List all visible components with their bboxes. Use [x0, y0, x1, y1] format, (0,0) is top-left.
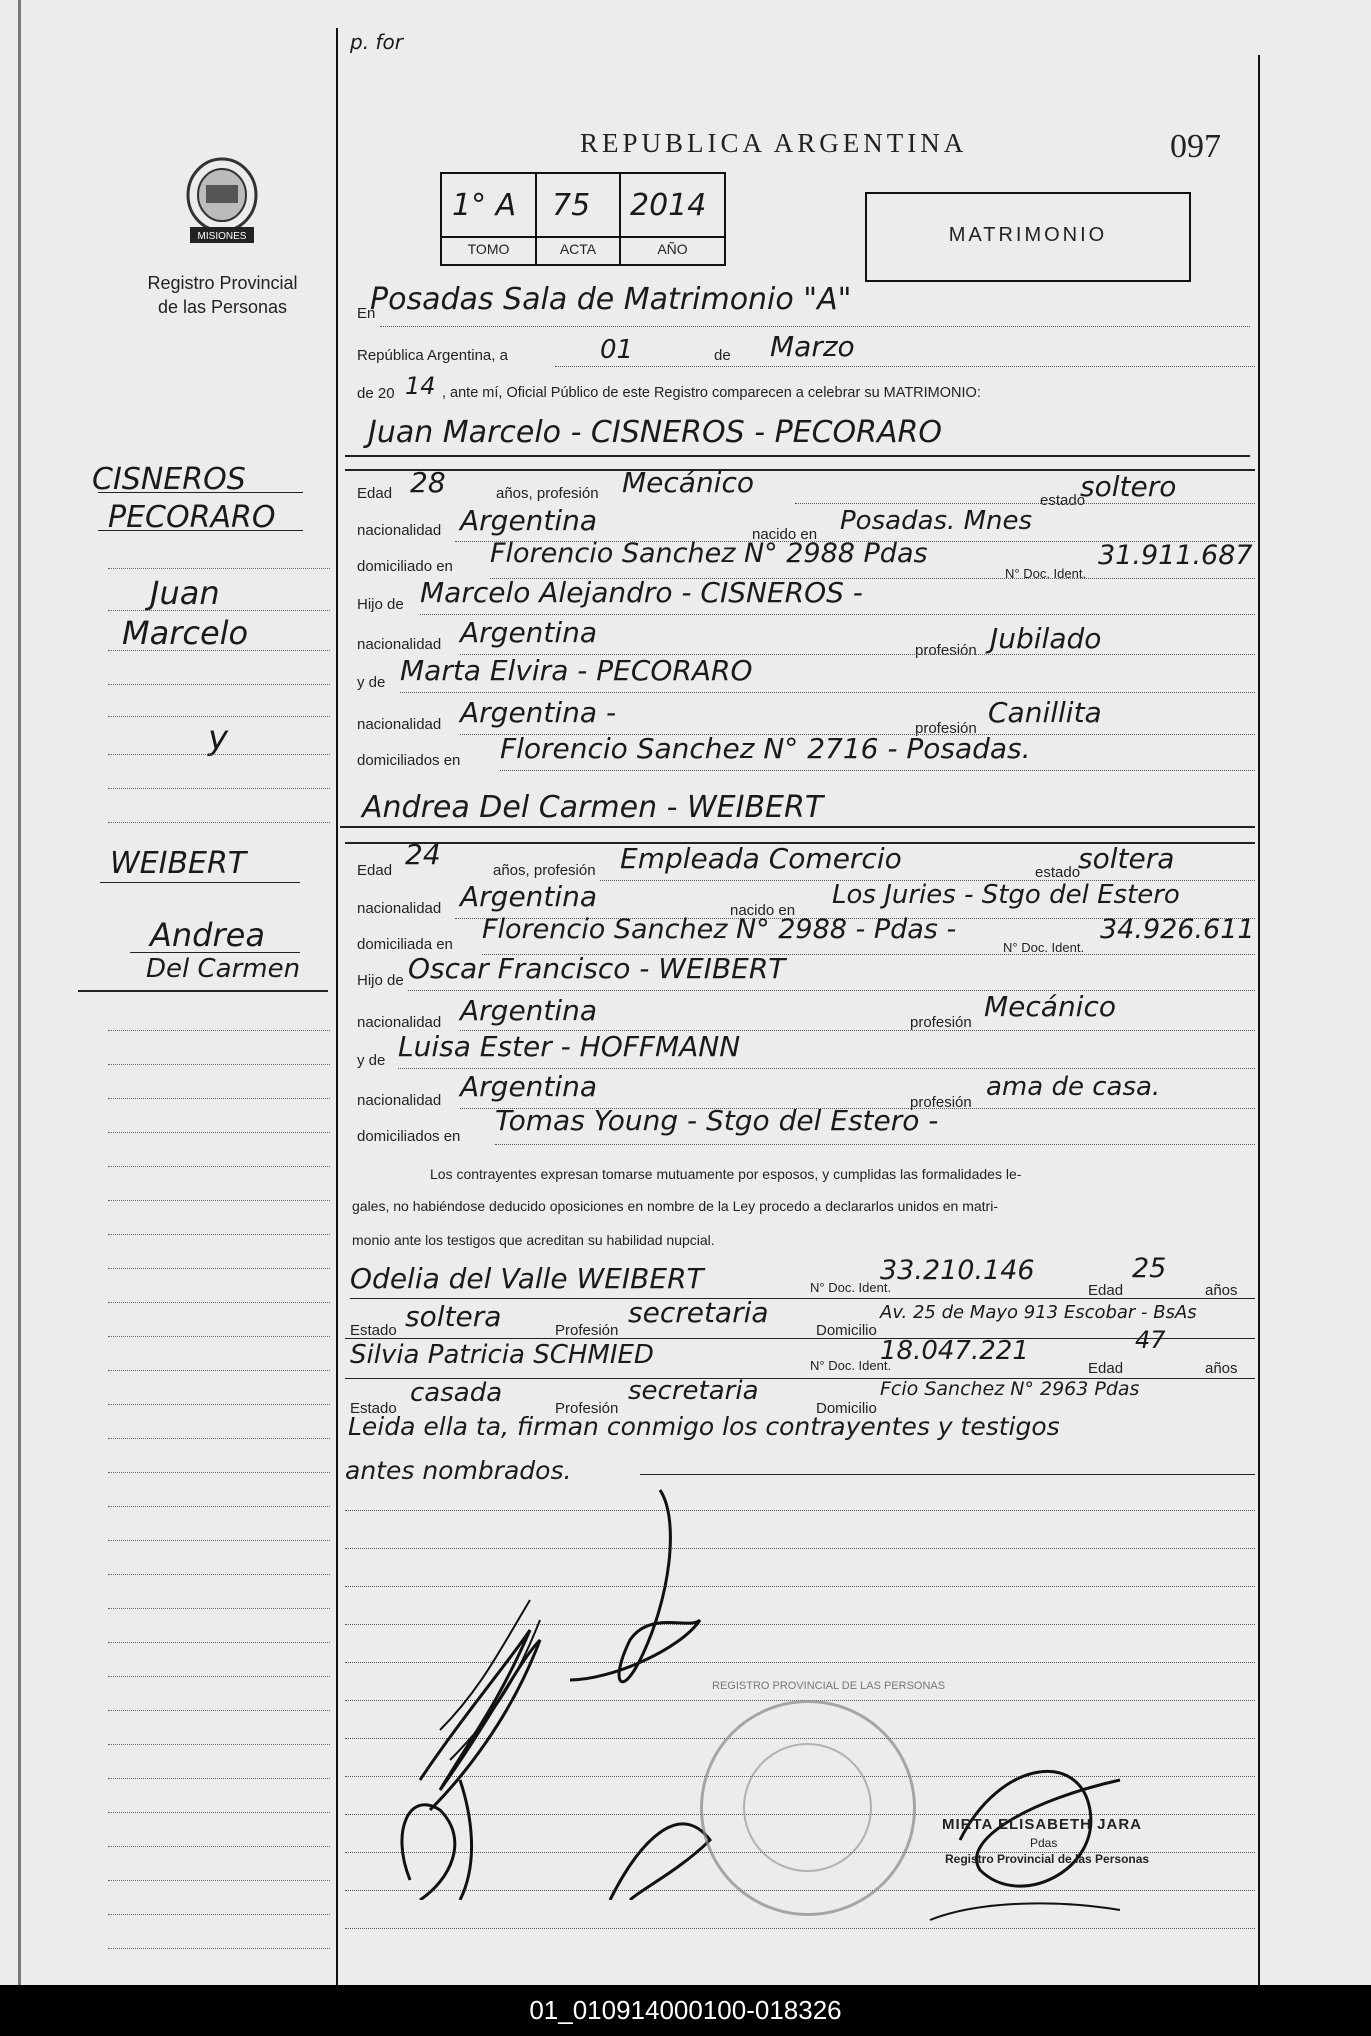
act-type-box [865, 192, 1191, 282]
ruling-line [108, 716, 330, 717]
acta-label: ACTA [559, 241, 597, 257]
bride-nationality: Argentina [460, 880, 598, 913]
margin-y: y [208, 718, 229, 758]
ruling-line [380, 326, 1250, 327]
ruling-line [108, 1370, 330, 1371]
witness2-estado-label: Estado [350, 1400, 397, 1417]
groom-mother-nat-label: nacionalidad [357, 716, 442, 733]
witness1-profession: secretaria [628, 1296, 769, 1329]
witness1-doc: 33.210.146 [880, 1255, 1035, 1286]
witness1-edad-label: Edad [1088, 1282, 1124, 1299]
witness1-anios-label: años [1205, 1282, 1238, 1299]
witness2-anios-label: años [1205, 1360, 1238, 1377]
bride-father-nat-label: nacionalidad [357, 1014, 442, 1031]
groom-mother: Marta Elvira - PECORARO [400, 654, 753, 687]
groom-mother-prof-label: profesión [915, 720, 977, 737]
closing-line2: antes nombrados. [345, 1456, 572, 1485]
groom-nationality: Argentina [460, 504, 598, 537]
ruling-line [398, 1068, 1255, 1069]
groom-status: soltero [1080, 470, 1177, 503]
margin-groom-given1: Juan [150, 574, 220, 612]
tomo-acta-anio-box [440, 172, 726, 266]
official-sub: Pdas [1030, 1836, 1058, 1850]
ruling-line [108, 1030, 330, 1031]
witness2-status: casada [410, 1378, 503, 1408]
month-value: Marzo [770, 330, 855, 363]
witness1-doc-label: N° Doc. Ident. [810, 1280, 892, 1295]
groom-father-nat-label: nacionalidad [357, 636, 442, 653]
bride-doc-label: N° Doc. Ident. [1003, 940, 1085, 955]
official-stamp [700, 1700, 916, 1916]
tomo-value: 1° A [452, 188, 517, 223]
witness1-status: soltera [405, 1300, 502, 1333]
witness2-dom-label: Domicilio [816, 1400, 877, 1417]
bride-profession: Empleada Comercio [620, 842, 902, 875]
margin-bride-given1: Andrea [150, 916, 265, 954]
ruling-line [98, 530, 303, 531]
bride-domiciliada-label: domiciliada en [357, 936, 453, 953]
ruling-line [420, 614, 1255, 615]
bride-father-profession: Mecánico [984, 990, 1116, 1023]
groom-nacido-label: nacido en [752, 526, 818, 543]
bride-nacido-label: nacido en [730, 902, 796, 919]
bride-mother-nat-label: nacionalidad [357, 1092, 442, 1109]
registry-name-line1: Registro Provincial [147, 273, 298, 293]
declaration-line1: Los contrayentes expresan tomarse mutuamente por esposos, y cumplidas las formalidades le- [430, 1166, 1022, 1182]
margin-groom-given2: Marcelo [122, 614, 249, 652]
en-label: En [357, 305, 376, 322]
groom-birthplace: Posadas. Mnes [840, 506, 1033, 536]
ruling-line [108, 1234, 330, 1235]
act-type: MATRIMONIO [948, 224, 1108, 246]
registry-name-line2: de las Personas [157, 297, 288, 317]
groom-edad-label: Edad [357, 485, 393, 502]
ruling-line [108, 1846, 330, 1847]
ruling-line [108, 1574, 330, 1575]
closing-line1: Leida ella ta, firman conmigo los contrayentes y testigos [348, 1412, 1060, 1441]
witness2-name: Silvia Patricia SCHMIED [350, 1340, 654, 1370]
witness2-address: Fcio Sanchez N° 2963 Pdas [880, 1378, 1140, 1400]
ruling-line [408, 990, 1255, 991]
bride-full-name: Andrea Del Carmen - WEIBERT [362, 790, 824, 825]
page-number: 097 [1170, 128, 1221, 165]
groom-father: Marcelo Alejandro - CISNEROS - [420, 576, 863, 609]
province-seal [172, 155, 272, 260]
bride-parents-address: Tomas Young - Stgo del Estero - [495, 1104, 939, 1137]
bride-father: Oscar Francisco - WEIBERT [408, 952, 786, 985]
ruling-line [108, 1268, 330, 1269]
bride-anios-prof-label: años, profesión [493, 862, 596, 879]
ruling-line [108, 1064, 330, 1065]
de-label: de [714, 347, 731, 364]
ruling-line [108, 1948, 330, 1949]
groom-mother-profession: Canillita [988, 696, 1102, 729]
stamp-text: REGISTRO PROVINCIAL DE LAS PERSONAS [712, 1680, 946, 1692]
bride-mother: Luisa Ester - HOFFMANN [398, 1030, 741, 1063]
ruling-line [495, 1144, 1255, 1145]
witness2-age: 47 [1135, 1326, 1166, 1354]
groom-father-prof-label: profesión [915, 642, 977, 659]
seal-text: MISIONES [197, 231, 247, 242]
witness1-age: 25 [1132, 1253, 1167, 1284]
groom-profession: Mecánico [622, 466, 754, 499]
ruling-line [100, 882, 300, 883]
binding-edge [18, 0, 21, 1985]
ruling-line [108, 1472, 330, 1473]
bride-father-prof-label: profesión [910, 1014, 972, 1031]
ruling-line [108, 754, 330, 755]
republica-label: República Argentina, a [357, 347, 508, 364]
ruling-line [345, 1338, 1255, 1339]
groom-domiciliado-label: domiciliado en [357, 558, 453, 575]
ruling-line [340, 826, 1255, 828]
anio-value: 2014 [630, 188, 707, 223]
ruling-line [108, 1540, 330, 1541]
ruling-line [350, 1298, 1255, 1299]
ruling-line [108, 610, 330, 611]
groom-mother-nationality: Argentina - [460, 696, 617, 729]
groom-hijo-label: Hijo de [357, 596, 404, 613]
witness2-profession: secretaria [628, 1376, 759, 1406]
ruling-line [108, 1166, 330, 1167]
groom-anios-prof-label: años, profesión [496, 485, 599, 502]
groom-address: Florencio Sanchez N° 2988 Pdas [490, 538, 928, 569]
ruling-line [108, 1744, 330, 1745]
place-value: Posadas Sala de Matrimonio "A" [370, 282, 852, 317]
bride-mother-profession: ama de casa. [986, 1072, 1161, 1102]
ruling-line [108, 1608, 330, 1609]
bride-mother-nationality: Argentina [460, 1070, 598, 1103]
witness1-prof-label: Profesión [555, 1322, 619, 1339]
intro-statement: , ante mí, Oficial Público de este Registro comparecen a celebrar su MATRIMONIO: [442, 385, 981, 401]
official-title: Registro Provincial de las Personas [945, 1852, 1150, 1866]
bride-father-nationality: Argentina [460, 994, 598, 1027]
ruling-line [400, 692, 1255, 693]
ruling-line [130, 952, 300, 953]
ruling-line [108, 1200, 330, 1201]
groom-father-nationality: Argentina [460, 616, 598, 649]
ruling-line [108, 788, 330, 789]
ruling-line [345, 455, 1250, 457]
country-title: REPUBLICA ARGENTINA [580, 128, 968, 158]
ruling-line [108, 1438, 330, 1439]
bride-hijo-label: Hijo de [357, 972, 404, 989]
bride-birthplace: Los Juries - Stgo del Estero [832, 880, 1180, 910]
margin-groom-surname1: CISNEROS [92, 462, 246, 497]
ruling-line [108, 684, 330, 685]
margin-bride-given2: Del Carmen [146, 954, 301, 984]
ruling-line [78, 990, 328, 992]
ruling-line [108, 1302, 330, 1303]
groom-doc-label: N° Doc. Ident. [1005, 566, 1087, 581]
margin-divider [336, 28, 338, 1985]
ruling-line [108, 1812, 330, 1813]
de20-label: de 20 [357, 385, 395, 402]
witness1-address: Av. 25 de Mayo 913 Escobar - BsAs [880, 1302, 1197, 1323]
ruling-line [108, 1098, 330, 1099]
top-scribble: p. for [350, 30, 403, 54]
groom-full-name: Juan Marcelo - CISNEROS - PECORARO [368, 415, 942, 450]
anio-label: AÑO [657, 241, 688, 257]
ruling-line [108, 1710, 330, 1711]
bride-estado-label: estado [1035, 864, 1081, 881]
declaration-line3: monio ante los testigos que acreditan su habilidad nupcial. [352, 1232, 715, 1248]
bride-address: Florencio Sanchez N° 2988 - Pdas - [482, 914, 957, 945]
witness2-prof-label: Profesión [555, 1400, 619, 1417]
witness1-dom-label: Domicilio [816, 1322, 877, 1339]
ruling-line [98, 492, 303, 493]
bride-domiciliados-label: domiciliados en [357, 1128, 461, 1145]
ruling-line [108, 568, 330, 569]
ruling-line [108, 1506, 330, 1507]
ruling-line [108, 1132, 330, 1133]
ruling-line [108, 1676, 330, 1677]
official-name: MIRTA ELISABETH JARA [942, 1816, 1142, 1833]
witness2-doc: 18.047.221 [880, 1336, 1029, 1366]
groom-nationality-label: nacionalidad [357, 522, 442, 539]
groom-domiciliados-label: domiciliados en [357, 752, 461, 769]
day-value: 01 [600, 335, 634, 365]
year-suffix: 14 [405, 372, 436, 400]
witness2-doc-label: N° Doc. Ident. [810, 1358, 892, 1373]
ruling-line [795, 503, 1255, 504]
ruling-line [108, 1778, 330, 1779]
groom-father-profession: Jubilado [990, 622, 1102, 655]
groom-parents-address: Florencio Sanchez N° 2716 - Posadas. [500, 732, 1031, 765]
ruling-line [108, 1880, 330, 1881]
bride-mother-prof-label: profesión [910, 1094, 972, 1111]
right-border [1258, 55, 1260, 1985]
ruling-line [500, 770, 1255, 771]
ruling-line [108, 1404, 330, 1405]
bride-doc: 34.926.611 [1100, 914, 1255, 945]
margin-groom-surname2: PECORARO [108, 500, 276, 535]
acta-value: 75 [552, 188, 591, 223]
declaration-line2: gales, no habiéndose deducido oposiciones en nombre de la Ley procedo a declararlos unidos en matri- [352, 1198, 998, 1214]
margin-bride-surname: WEIBERT [110, 846, 247, 881]
tomo-label: TOMO [467, 241, 510, 257]
ruling-line [108, 1642, 330, 1643]
witness1-name: Odelia del Valle WEIBERT [350, 1262, 704, 1295]
ruling-line [108, 1914, 330, 1915]
ruling-line [108, 822, 330, 823]
bride-status: soltera [1078, 842, 1175, 875]
bride-nationality-label: nacionalidad [357, 900, 442, 917]
file-id-footer: 01_010914000100-018326 [0, 1985, 1371, 2036]
ruling-line [108, 1336, 330, 1337]
bride-yde-label: y de [357, 1052, 386, 1069]
groom-age: 28 [410, 466, 446, 499]
groom-estado-label: estado [1040, 492, 1086, 509]
ruling-line [640, 1474, 1255, 1475]
bride-age: 24 [405, 838, 441, 871]
bride-edad-label: Edad [357, 862, 393, 879]
ruling-line [108, 650, 330, 651]
witness2-edad-label: Edad [1088, 1360, 1124, 1377]
groom-yde-label: y de [357, 674, 386, 691]
groom-doc: 31.911.687 [1098, 540, 1253, 571]
ruling-line [555, 366, 1255, 367]
witness1-estado-label: Estado [350, 1322, 397, 1339]
